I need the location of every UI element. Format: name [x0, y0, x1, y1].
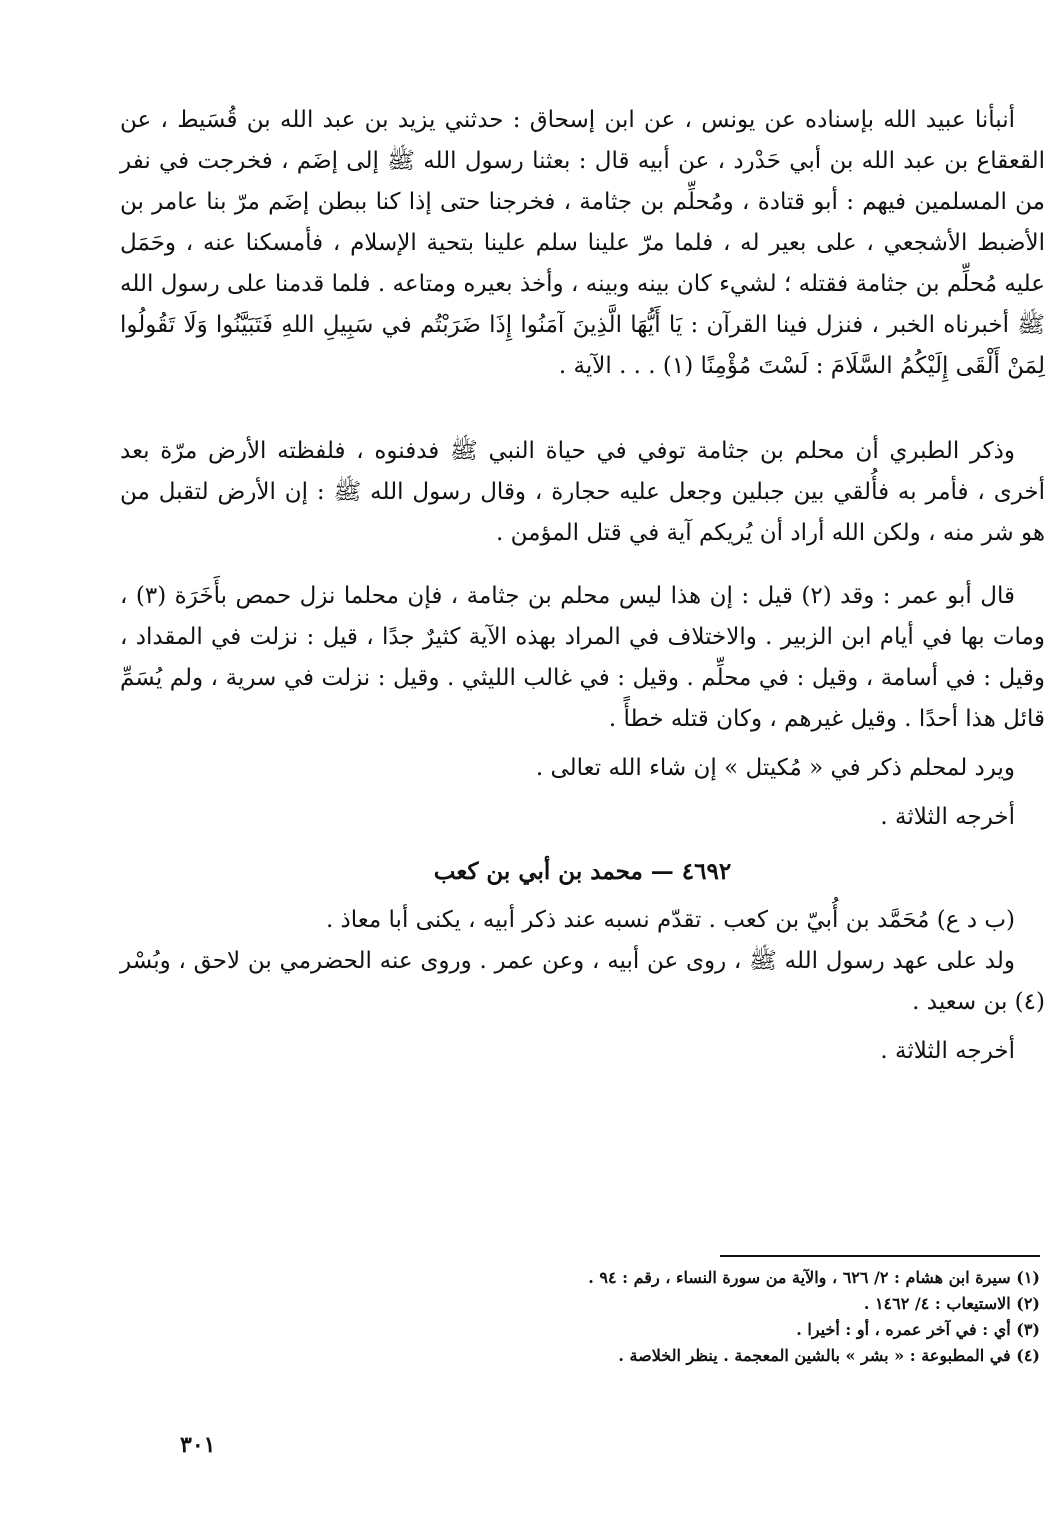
- paragraph-muhammad-ibn-ubayy: (ب د ع) مُحَمَّد بن أُبيّ بن كعب . تقدّم نسبه عند ذكر أبيه ، يكنى أبا معاذ .: [325, 907, 1015, 933]
- paragraph-tabari: وذكر الطبري أن محلم بن جثامة توفي في حياة النبي ﷺ فدفنوه ، فلفظته الأرض مرّة بعد أخرى ، فأمر به فأُلقي بين جبلين وجعل عليه حجارة ، وقال رسول الله ﷺ : إن الأرض لتقبل من هو شر منه ، ولكن الله أراد أن يُريكم آية في قتل المؤمن .: [120, 438, 1045, 546]
- footnote-3: (٣) أي : في آخر عمره ، أو : أخيرا .: [796, 1320, 1040, 1339]
- footnote-1: (١) سيرة ابن هشام : ٢/ ٦٢٦ ، والآية من سورة النساء ، رقم : ٩٤ .: [588, 1268, 1040, 1287]
- paragraph-abu-umar: قال أبو عمر : وقد (٢) قيل : إن هذا ليس محلم بن جثامة ، فإن محلما نزل حمص بأَخَرَة (٣) ، ومات بها في أيام ابن الزبير . والاختلاف في المراد بهذه الآية كثيرٌ جدًا ، قيل : نزلت في المقداد ، وقيل : في أسامة ، وقيل : في محلِّم . وقيل : في غالب الليثي . وقيل : نزلت في سرية ، ولم يُسَمِّ قائل هذا أحدًا . وقيل غيرهم ، وكان قتله خطأً .: [120, 583, 1045, 732]
- footnotes: [300, 1255, 1040, 1369]
- paragraph-narration: أنبأنا عبيد الله بإسناده عن يونس ، عن ابن إسحاق : حدثني يزيد بن عبد الله بن قُسَيط ، عن القعقاع بن عبد الله بن أبي حَدْرد ، عن أبيه قال : بعثنا رسول الله ﷺ إلى إضَم ، فخرجت في نفر من المسلمين فيهم : أبو قتادة ، ومُحلِّم بن جثامة ، فخرجنا حتى إذا كنا ببطن إضَم مرّ بنا عامر بن الأضبط الأشجعي ، على بعير له ، فلما مرّ علينا سلم علينا بتحية الإسلام ، فأمسكنا عنه ، وحَمَل عليه مُحلِّم بن جثامة فقتله ؛ لشيء كان بينه وبينه ، وأخذ بعيره ومتاعه . فلما قدمنا على رسول الله ﷺ أخبرناه الخبر ، فنزل فينا القرآن : يَا أَيُّهَا الَّذِينَ آمَنُوا إِذَا ضَرَبْتُم في سَبِيلِ اللهِ فَتَبَيَّنُوا وَلَا تَقُولُوا لِمَنْ أَلْقَى إِلَيْكُمُ السَّلَامَ : لَسْتَ مُؤْمِنًا (١) . . . الآية .: [120, 107, 1045, 379]
- footnote-divider: [720, 1255, 1040, 1257]
- entry-heading: ٤٦٩٢ — محمد بن أبي بن كعب: [433, 858, 732, 885]
- footnote-4: (٤) في المطبوعة : « بشر » بالشين المعجمة . ينظر الخلاصة .: [618, 1346, 1040, 1365]
- paragraph-akhrajahu-2: أخرجه الثلاثة .: [880, 1038, 1015, 1064]
- footnote-2: (٢) الاستيعاب : ٤/ ١٤٦٢ .: [863, 1294, 1040, 1313]
- paragraph-birth: ولد على عهد رسول الله ﷺ ، روى عن أبيه ، وعن عمر . وروى عنه الحضرمي بن لاحق ، وبُسْر (٤) بن سعيد .: [120, 948, 1045, 1015]
- page-number: ٣٠١: [180, 1432, 216, 1458]
- page-body: [120, 100, 1045, 1072]
- paragraph-mukaytil: ويرد لمحلم ذكر في « مُكيتل » إن شاء الله تعالى .: [535, 755, 1015, 781]
- paragraph-akhrajahu-1: أخرجه الثلاثة .: [880, 804, 1015, 830]
